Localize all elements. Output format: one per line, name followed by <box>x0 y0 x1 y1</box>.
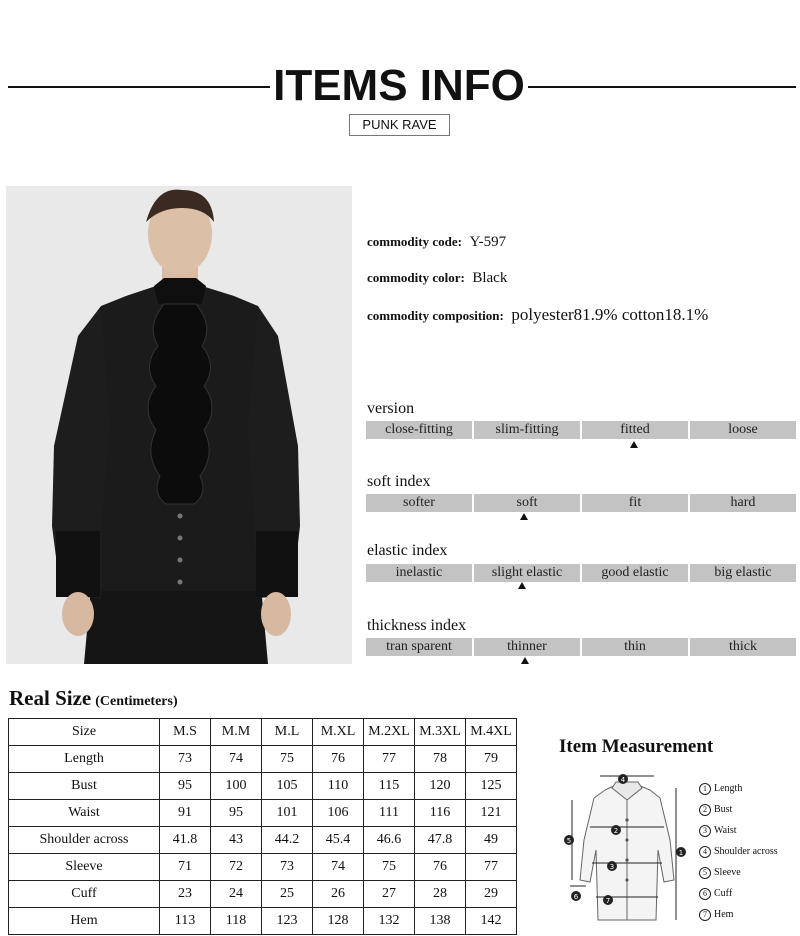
table-cell: 125 <box>466 773 517 800</box>
legend-label: Sleeve <box>714 867 741 878</box>
svg-text:5: 5 <box>566 837 572 845</box>
brand-label: PUNK RAVE <box>349 114 450 136</box>
commodity-code-value: Y-597 <box>469 234 507 250</box>
table-cell: 24 <box>211 881 262 908</box>
table-header-cell: M.XL <box>313 719 364 746</box>
table-header-cell: Size <box>9 719 160 746</box>
commodity-code <box>367 234 506 251</box>
svg-text:4: 4 <box>620 776 626 784</box>
commodity-color-value: Black <box>472 270 508 286</box>
table-cell: 28 <box>415 881 466 908</box>
table-cell: 44.2 <box>262 827 313 854</box>
table-header-cell: M.2XL <box>364 719 415 746</box>
legend-number: 4 <box>699 846 711 858</box>
table-cell: Shoulder across <box>9 827 160 854</box>
thickness-index-option: thinner <box>474 638 580 656</box>
soft-index-option: hard <box>690 494 796 512</box>
table-header-row <box>9 719 517 746</box>
table-row <box>9 800 517 827</box>
legend-item <box>699 841 778 862</box>
table-cell: 111 <box>364 800 415 827</box>
table-cell: 49 <box>466 827 517 854</box>
version-scale <box>366 421 796 439</box>
legend-number: 6 <box>699 888 711 900</box>
elastic-index-title: elastic index <box>367 542 448 559</box>
commodity-color-label: commodity color: <box>367 270 465 285</box>
table-row <box>9 827 517 854</box>
header-rule-right <box>528 86 796 88</box>
thickness-index-scale <box>366 638 796 656</box>
legend-label: Length <box>714 783 743 794</box>
legend-label: Bust <box>714 804 733 815</box>
table-cell: Hem <box>9 908 160 935</box>
commodity-composition-value: polyester81.9% cotton18.1% <box>511 305 709 324</box>
legend-number: 2 <box>699 804 711 816</box>
legend-item <box>699 862 778 883</box>
table-cell: 23 <box>160 881 211 908</box>
table-cell: 116 <box>415 800 466 827</box>
table-cell: 45.4 <box>313 827 364 854</box>
svg-text:6: 6 <box>573 893 579 901</box>
table-cell: 76 <box>415 854 466 881</box>
table-cell: 25 <box>262 881 313 908</box>
table-cell: 78 <box>415 746 466 773</box>
soft-index-scale <box>366 494 796 512</box>
elastic-index-option: inelastic <box>366 564 472 582</box>
page-title: ITEMS INFO <box>273 61 525 110</box>
table-cell: Cuff <box>9 881 160 908</box>
table-cell: 75 <box>364 854 415 881</box>
table-cell: 27 <box>364 881 415 908</box>
table-cell: Bust <box>9 773 160 800</box>
table-row <box>9 854 517 881</box>
svg-text:1: 1 <box>678 849 684 857</box>
table-header-cell: M.4XL <box>466 719 517 746</box>
legend-item <box>699 778 778 799</box>
table-row <box>9 881 517 908</box>
table-cell: 128 <box>313 908 364 935</box>
product-photo <box>6 186 352 664</box>
soft-index-marker-icon <box>520 513 528 520</box>
measurement-legend <box>699 778 778 925</box>
thickness-index-option: tran sparent <box>366 638 472 656</box>
table-cell: 142 <box>466 908 517 935</box>
version-option: fitted <box>582 421 688 439</box>
table-cell: 138 <box>415 908 466 935</box>
measurement-title: Item Measurement <box>559 736 714 757</box>
commodity-code-label: commodity code: <box>367 234 462 249</box>
version-marker-icon <box>630 441 638 448</box>
legend-number: 3 <box>699 825 711 837</box>
legend-label: Shoulder across <box>714 846 778 857</box>
header-rule-left <box>8 86 270 88</box>
table-cell: 105 <box>262 773 313 800</box>
table-cell: 110 <box>313 773 364 800</box>
legend-number: 1 <box>699 783 711 795</box>
version-option: slim-fitting <box>474 421 580 439</box>
table-cell: 43 <box>211 827 262 854</box>
soft-index-option: softer <box>366 494 472 512</box>
table-cell: 91 <box>160 800 211 827</box>
table-cell: 26 <box>313 881 364 908</box>
version-option: loose <box>690 421 796 439</box>
table-cell: 100 <box>211 773 262 800</box>
table-cell: 47.8 <box>415 827 466 854</box>
table-row <box>9 773 517 800</box>
table-cell: Sleeve <box>9 854 160 881</box>
legend-item <box>699 904 778 925</box>
table-cell: 115 <box>364 773 415 800</box>
elastic-index-marker-icon <box>518 582 526 589</box>
table-row <box>9 746 517 773</box>
commodity-composition <box>367 305 708 325</box>
legend-number: 5 <box>699 867 711 879</box>
thickness-index-marker-icon <box>521 657 529 664</box>
table-cell: 79 <box>466 746 517 773</box>
table-cell: 74 <box>313 854 364 881</box>
table-cell: 123 <box>262 908 313 935</box>
table-cell: 76 <box>313 746 364 773</box>
legend-label: Cuff <box>714 888 733 899</box>
elastic-index-option: good elastic <box>582 564 688 582</box>
table-header-cell: M.L <box>262 719 313 746</box>
svg-text:3: 3 <box>609 863 615 871</box>
soft-index-title: soft index <box>367 473 431 490</box>
commodity-color <box>367 270 507 287</box>
legend-label: Waist <box>714 825 737 836</box>
legend-item <box>699 799 778 820</box>
soft-index-option: soft <box>474 494 580 512</box>
elastic-index-scale <box>366 564 796 582</box>
size-table <box>8 718 517 935</box>
table-cell: 73 <box>160 746 211 773</box>
real-size-heading: Real Size <box>9 686 92 710</box>
table-cell: 95 <box>160 773 211 800</box>
model-illustration <box>6 186 352 664</box>
table-header-cell: M.M <box>211 719 262 746</box>
table-cell: 120 <box>415 773 466 800</box>
real-size-unit: (Centimeters) <box>95 694 178 709</box>
table-cell: 72 <box>211 854 262 881</box>
real-size-title <box>9 686 178 711</box>
table-header-cell: M.S <box>160 719 211 746</box>
thickness-index-option: thick <box>690 638 796 656</box>
table-cell: 118 <box>211 908 262 935</box>
legend-number: 7 <box>699 909 711 921</box>
table-cell: 41.8 <box>160 827 211 854</box>
table-cell: 106 <box>313 800 364 827</box>
svg-text:7: 7 <box>605 897 611 905</box>
table-cell: Length <box>9 746 160 773</box>
table-cell: 77 <box>466 854 517 881</box>
table-row <box>9 908 517 935</box>
table-cell: 101 <box>262 800 313 827</box>
version-title: version <box>367 400 415 417</box>
table-cell: 75 <box>262 746 313 773</box>
elastic-index-option: big elastic <box>690 564 796 582</box>
table-cell: 71 <box>160 854 211 881</box>
table-cell: 121 <box>466 800 517 827</box>
table-cell: Waist <box>9 800 160 827</box>
table-cell: 113 <box>160 908 211 935</box>
thickness-index-title: thickness index <box>367 617 467 634</box>
table-cell: 73 <box>262 854 313 881</box>
coat-diagram <box>560 770 695 930</box>
legend-label: Hem <box>714 909 734 920</box>
table-cell: 74 <box>211 746 262 773</box>
soft-index-option: fit <box>582 494 688 512</box>
table-cell: 46.6 <box>364 827 415 854</box>
svg-text:2: 2 <box>613 827 619 835</box>
table-cell: 132 <box>364 908 415 935</box>
table-cell: 95 <box>211 800 262 827</box>
commodity-composition-label: commodity composition: <box>367 308 504 323</box>
version-option: close-fitting <box>366 421 472 439</box>
table-cell: 77 <box>364 746 415 773</box>
table-header-cell: M.3XL <box>415 719 466 746</box>
elastic-index-option: slight elastic <box>474 564 580 582</box>
legend-item <box>699 820 778 841</box>
legend-item <box>699 883 778 904</box>
table-cell: 29 <box>466 881 517 908</box>
thickness-index-option: thin <box>582 638 688 656</box>
